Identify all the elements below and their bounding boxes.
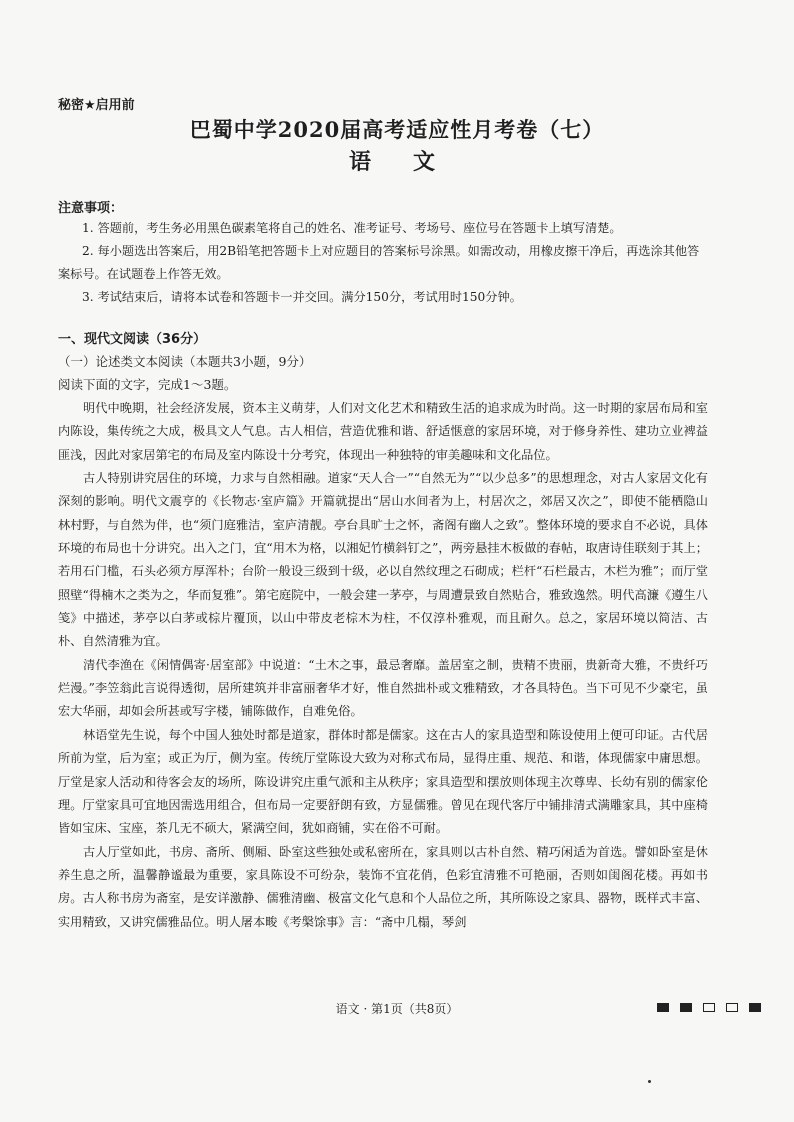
scan-dot bbox=[648, 1080, 651, 1083]
notice-item: 2. 每小题选出答案后，用2B铅笔把答题卡上对应题目的答案标号涂黑。如需改动，用橡皮擦干净后，再选涂其他答案标号。在试题卷上作答无效。 bbox=[58, 244, 700, 281]
marker-square-filled bbox=[680, 1003, 692, 1012]
passage-paragraph: 明代中晚期，社会经济发展，资本主义萌芽，人们对文化艺术和精致生活的追求成为时尚。这一时期的家居布局和室内陈设，集传统之大成，极具文人气息。古人相信，营造优雅和谐、舒适惬意的家居环境，对于修身养性、建功立业裨益匪浅，因此对家居第宅的布局及室内陈设十分考究，体现出一种独特的审美趣味和文化品位。 bbox=[58, 401, 708, 462]
passage-paragraph: 清代李渔在《闲情偶寄·居室部》中说道：“土木之事，最忌奢靡。盖居室之制，贵精不贵丽，贵新奇大雅，不贵纤巧烂漫。”李笠翁此言说得透彻，居所建筑并非富丽奢华才好，惟自然拙朴或文雅精致，才各具特色。当下可见不少豪宅，虽宏大华丽，却如会所甚或写字楼，铺陈做作，自难免俗。 bbox=[58, 657, 708, 719]
notice-list bbox=[58, 217, 708, 309]
confidential-mark: 秘密★启用前 bbox=[58, 98, 135, 113]
section-subtitle: （一）论述类文本阅读（本题共3小题，9分） bbox=[58, 354, 312, 369]
passage-paragraph: 林语堂先生说，每个中国人独处时都是道家，群体时都是儒家。这在古人的家具造型和陈设使用上便可印证。古代居所前为堂，后为室；或正为厅，侧为室。传统厅堂陈设大致为对称式布局，显得庄重、规范、和谐，体现儒家中庸思想。厅堂是家人活动和待客会友的场所，陈设讲究庄重气派和主从秩序；家具造型和摆放则体现主次尊卑、长幼有别的儒家伦理。厅堂家具可宜地因需选用组合，但布局一定要舒朗有致，方显儒雅。曾见在现代客厅中铺排清式满雕家具，其中座椅皆如宝床、宝座，茶几无不硕大，紧满空间，犹如商铺，实在俗不可耐。 bbox=[58, 727, 708, 836]
marker-square-filled bbox=[657, 1003, 669, 1012]
marker-square-empty bbox=[703, 1003, 715, 1012]
notice-heading: 注意事项： bbox=[58, 201, 124, 216]
passage-paragraph: 古人厅堂如此，书房、斋所、侧厢、卧室这些独处或私密所在，家具则以古朴自然、精巧闲适为首选。譬如卧室是休养生息之所，温馨静谧最为重要，家具陈设不可纷杂，装饰不宜花俏，色彩宜清雅不可艳丽，否则如闺阁花楼。再如书房。古人称书房为斋室，是安详激静、儒雅清幽、极富文化气息和个人品位之所，其所陈设之家具、器物，既样式丰富、实用精致，又讲究儒雅品位。明人屠本畯《考槃馀事》言：“斋中几榻，琴剑 bbox=[58, 844, 708, 929]
exam-title: 巴蜀中学2020届高考适应性月考卷（七） bbox=[189, 117, 605, 142]
page-footer: 语文 · 第1页（共8页） bbox=[335, 1002, 459, 1016]
notice-item: 3. 考试结束后，请将本试卷和答题卡一并交回。满分150分，考试用时150分钟。 bbox=[82, 290, 522, 304]
subject-title: 语 文 bbox=[348, 149, 445, 175]
section-instruction: 阅读下面的文字，完成1～3题。 bbox=[58, 377, 237, 392]
section-title: 一、现代文阅读（36分） bbox=[58, 332, 207, 347]
notice-item: 1. 答题前，考生务必用黑色碳素笔将自己的姓名、准考证号、考场号、座位号在答题卡上填写清楚。 bbox=[82, 221, 622, 235]
passage-paragraph: 古人特别讲究居住的环境，力求与自然相融。道家“天人合一”“自然无为”“以少总多”的思想理念，对古人家居文化有深刻的影响。明代文震亨的《长物志·室庐篇》开篇就提出“居山水间者为上，村居次之，郊居又次之”，即使不能栖隐山林村野，与自然为伴，也“须门庭雅洁，室庐清靓。亭台具旷士之怀，斋阁有幽人之致”。整体环境的要求自不必说，具体环境的布局也十分讲究。出入之门，宜“用木为格，以湘妃竹横斜钉之”，两旁悬挂木板做的春帖，取唐诗佳联刻于其上；若用石门槛，石头必须方厚浑朴；台阶一般设三级到十级，必以自然纹理之石砌成；栏杆“石栏最古，木栏为雅”；而厅堂照壁“得楠木之类为之，华而复雅”。第宅庭院中，一般会建一茅亭，与周遭景致自然贴合，雅致逸然。明代高濂《遵生八笺》中描述，茅亭以白茅或棕片覆顶，以山中带皮老棕木为柱，不仅淳朴雅观，而且耐久。总之，家居环境以简洁、古朴、自然清雅为宜。 bbox=[58, 471, 708, 649]
page-marker-squares bbox=[657, 1003, 761, 1012]
reading-passage bbox=[58, 397, 708, 934]
marker-square-filled bbox=[749, 1003, 761, 1012]
marker-square-empty bbox=[726, 1003, 738, 1012]
